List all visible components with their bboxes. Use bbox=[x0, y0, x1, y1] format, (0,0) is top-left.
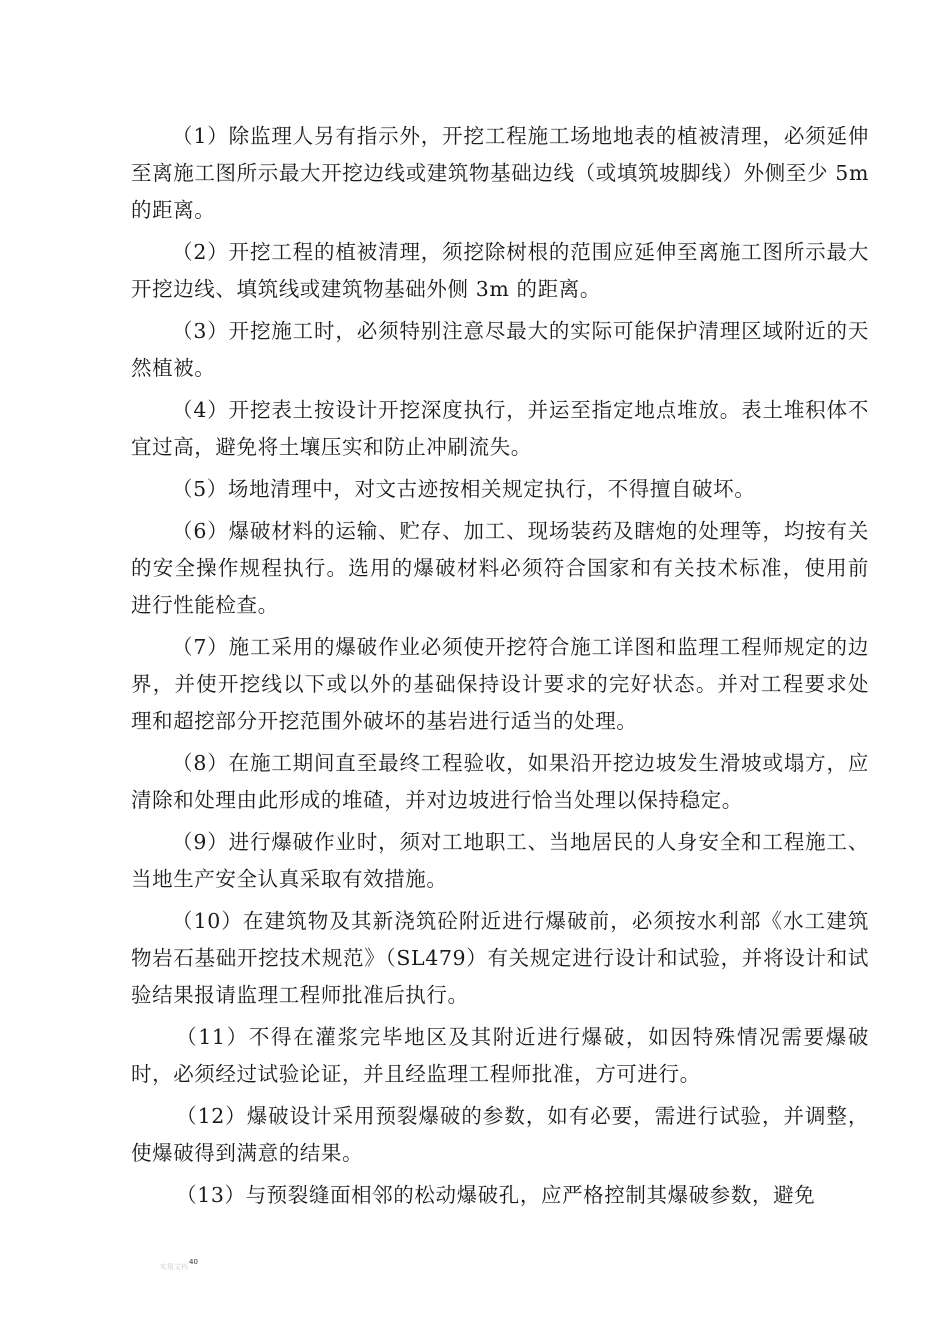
paragraph-5: （5）场地清理中，对文古迹按相关规定执行，不得擅自破坏。 bbox=[172, 477, 756, 501]
paragraph-1: （1）除监理人另有指示外，开挖工程施工场地地表的植被清理，必须延伸至离施工图所示最大开挖边线或建筑物基础边线（或填筑坡脚线）外侧至少 5m 的距离。 bbox=[131, 124, 869, 222]
paragraph-4: （4）开挖表土按设计开挖深度执行，并运至指定地点堆放。表土堆积体不宜过高，避免将土壤压实和防止冲刷流失。 bbox=[131, 398, 869, 459]
document-body bbox=[131, 118, 869, 1219]
paragraph-2: （2）开挖工程的植被清理，须挖除树根的范围应延伸至离施工图所示最大开挖边线、填筑线或建筑物基础外侧 3m 的距离。 bbox=[131, 240, 869, 301]
paragraph-10: （10）在建筑物及其新浇筑砼附近进行爆破前，必须按水利部《水工建筑物岩石基础开挖技术规范》（SL479）有关规定进行设计和试验，并将设计和试验结果报请监理工程师批准后执行。 bbox=[131, 909, 869, 1007]
paragraph-11: （11）不得在灌浆完毕地区及其附近进行爆破，如因特殊情况需要爆破时，必须经过试验论证，并且经监理工程师批准，方可进行。 bbox=[131, 1025, 869, 1086]
footer-watermark: 实用文档 bbox=[160, 1263, 188, 1271]
paragraph-3: （3）开挖施工时，必须特别注意尽最大的实际可能保护清理区域附近的天然植被。 bbox=[131, 319, 869, 380]
paragraph-7: （7）施工采用的爆破作业必须使开挖符合施工详图和监理工程师规定的边界，并使开挖线以下或以外的基础保持设计要求的完好状态。并对工程要求处理和超挖部分开挖范围外破坏的基岩进行适当的处理。 bbox=[131, 635, 869, 733]
paragraph-8: （8）在施工期间直至最终工程验收，如果沿开挖边坡发生滑坡或塌方，应清除和处理由此形成的堆碴，并对边坡进行恰当处理以保持稳定。 bbox=[131, 751, 869, 812]
paragraph-9: （9）进行爆破作业时，须对工地职工、当地居民的人身安全和工程施工、当地生产安全认真采取有效措施。 bbox=[131, 830, 869, 891]
paragraph-13: （13）与预裂缝面相邻的松动爆破孔，应严格控制其爆破参数，避免 bbox=[176, 1183, 816, 1207]
paragraph-6: （6）爆破材料的运输、贮存、加工、现场装药及瞎炮的处理等，均按有关的安全操作规程执行。选用的爆破材料必须符合国家和有关技术标准，使用前进行性能检查。 bbox=[131, 519, 869, 617]
page-number: 40 bbox=[189, 1258, 198, 1266]
paragraph-12: （12）爆破设计采用预裂爆破的参数，如有必要，需进行试验，并调整，使爆破得到满意的结果。 bbox=[131, 1104, 869, 1165]
